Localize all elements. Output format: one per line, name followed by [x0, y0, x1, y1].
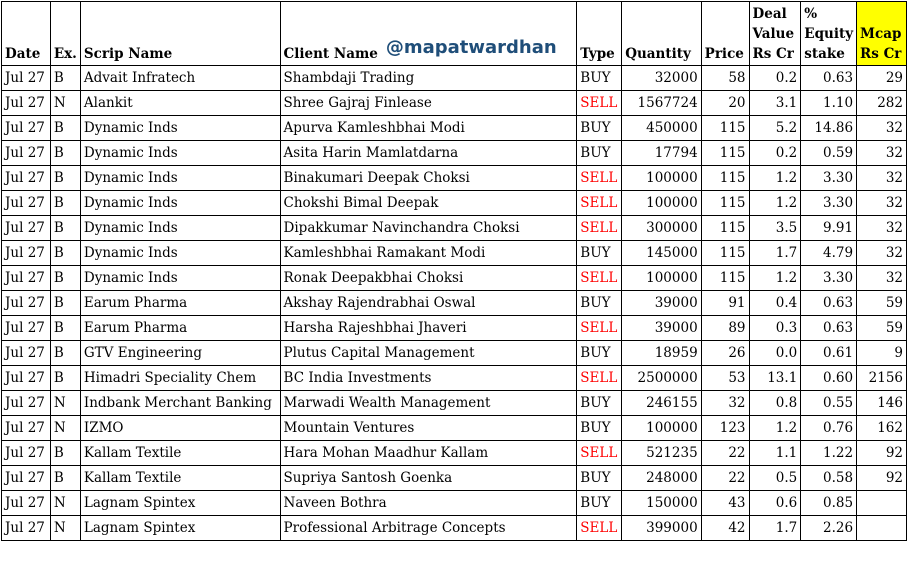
cell-mcap: 92: [857, 441, 907, 466]
cell-scrip-name: GTV Engineering: [80, 341, 280, 366]
cell-deal-value: 1.1: [749, 441, 801, 466]
cell-price: 115: [701, 166, 749, 191]
cell-client-name: Asita Harin Mamlatdarna: [280, 141, 577, 166]
cell-exchange: B: [50, 166, 80, 191]
cell-equity-stake: 3.30: [801, 166, 857, 191]
cell-date: Jul 27: [2, 291, 51, 316]
cell-exchange: B: [50, 66, 80, 91]
col-header-equity-stake: % Equity stake: [801, 2, 857, 66]
cell-type: SELL: [577, 516, 622, 541]
cell-price: 89: [701, 316, 749, 341]
bulk-deals-table: [1, 1, 907, 541]
cell-exchange: B: [50, 341, 80, 366]
cell-equity-stake: 0.63: [801, 66, 857, 91]
cell-quantity: 521235: [622, 441, 701, 466]
cell-price: 91: [701, 291, 749, 316]
cell-type: BUY: [577, 291, 622, 316]
cell-mcap: 29: [857, 66, 907, 91]
cell-type: BUY: [577, 141, 622, 166]
cell-quantity: 246155: [622, 391, 701, 416]
table-row: [2, 316, 907, 341]
cell-quantity: 1567724: [622, 91, 701, 116]
cell-price: 53: [701, 366, 749, 391]
cell-scrip-name: Advait Infratech: [80, 66, 280, 91]
cell-client-name: Ronak Deepakbhai Choksi: [280, 266, 577, 291]
cell-mcap: [857, 516, 907, 541]
cell-exchange: B: [50, 316, 80, 341]
cell-exchange: N: [50, 391, 80, 416]
cell-deal-value: 0.4: [749, 291, 801, 316]
cell-quantity: 150000: [622, 491, 701, 516]
cell-equity-stake: 1.22: [801, 441, 857, 466]
cell-client-name: Kamleshbhai Ramakant Modi: [280, 241, 577, 266]
cell-mcap: 32: [857, 191, 907, 216]
cell-price: 58: [701, 66, 749, 91]
cell-scrip-name: Earum Pharma: [80, 291, 280, 316]
cell-client-name: Binakumari Deepak Choksi: [280, 166, 577, 191]
cell-mcap: 282: [857, 91, 907, 116]
cell-quantity: 39000: [622, 291, 701, 316]
cell-quantity: 32000: [622, 66, 701, 91]
cell-deal-value: 0.8: [749, 391, 801, 416]
cell-quantity: 145000: [622, 241, 701, 266]
table-row: [2, 391, 907, 416]
cell-exchange: N: [50, 416, 80, 441]
cell-quantity: 2500000: [622, 366, 701, 391]
cell-equity-stake: 0.85: [801, 491, 857, 516]
cell-date: Jul 27: [2, 266, 51, 291]
cell-quantity: 300000: [622, 216, 701, 241]
cell-scrip-name: Indbank Merchant Banking: [80, 391, 280, 416]
client-header-label: Client Name: [283, 46, 378, 62]
cell-quantity: 39000: [622, 316, 701, 341]
cell-mcap: 32: [857, 266, 907, 291]
cell-price: 115: [701, 141, 749, 166]
table-row: [2, 491, 907, 516]
cell-date: Jul 27: [2, 66, 51, 91]
cell-type: SELL: [577, 166, 622, 191]
cell-quantity: 100000: [622, 166, 701, 191]
cell-quantity: 100000: [622, 416, 701, 441]
cell-date: Jul 27: [2, 466, 51, 491]
cell-deal-value: 5.2: [749, 116, 801, 141]
cell-price: 20: [701, 91, 749, 116]
cell-exchange: B: [50, 441, 80, 466]
cell-price: 22: [701, 466, 749, 491]
col-header-date: Date: [2, 2, 51, 66]
cell-deal-value: 1.2: [749, 191, 801, 216]
cell-exchange: N: [50, 516, 80, 541]
cell-equity-stake: 0.76: [801, 416, 857, 441]
cell-scrip-name: Kallam Textile: [80, 441, 280, 466]
table-row: [2, 416, 907, 441]
cell-type: BUY: [577, 66, 622, 91]
cell-scrip-name: Dynamic Inds: [80, 241, 280, 266]
cell-exchange: B: [50, 291, 80, 316]
cell-deal-value: 1.2: [749, 266, 801, 291]
cell-type: SELL: [577, 266, 622, 291]
cell-equity-stake: 3.30: [801, 266, 857, 291]
cell-scrip-name: Dynamic Inds: [80, 141, 280, 166]
cell-type: SELL: [577, 441, 622, 466]
twitter-handle: @mapatwardhan: [385, 37, 557, 58]
cell-type: SELL: [577, 366, 622, 391]
table-row: [2, 191, 907, 216]
col-header-scrip: Scrip Name: [80, 2, 280, 66]
cell-deal-value: 1.2: [749, 416, 801, 441]
cell-equity-stake: 0.58: [801, 466, 857, 491]
cell-client-name: Dipakkumar Navinchandra Choksi: [280, 216, 577, 241]
cell-exchange: B: [50, 141, 80, 166]
cell-mcap: 59: [857, 316, 907, 341]
cell-client-name: Shree Gajraj Finlease: [280, 91, 577, 116]
cell-quantity: 450000: [622, 116, 701, 141]
cell-date: Jul 27: [2, 191, 51, 216]
cell-equity-stake: 0.63: [801, 316, 857, 341]
cell-deal-value: 3.5: [749, 216, 801, 241]
cell-date: Jul 27: [2, 316, 51, 341]
cell-deal-value: 13.1: [749, 366, 801, 391]
cell-client-name: Professional Arbitrage Concepts: [280, 516, 577, 541]
col-header-client: [280, 2, 577, 66]
cell-mcap: [857, 491, 907, 516]
cell-date: Jul 27: [2, 341, 51, 366]
cell-scrip-name: Himadri Speciality Chem: [80, 366, 280, 391]
cell-date: Jul 27: [2, 116, 51, 141]
table-row: [2, 91, 907, 116]
cell-exchange: N: [50, 491, 80, 516]
table-row: [2, 366, 907, 391]
cell-type: BUY: [577, 491, 622, 516]
cell-type: BUY: [577, 466, 622, 491]
cell-mcap: 59: [857, 291, 907, 316]
cell-exchange: N: [50, 91, 80, 116]
cell-equity-stake: 0.63: [801, 291, 857, 316]
cell-exchange: B: [50, 266, 80, 291]
cell-client-name: Akshay Rajendrabhai Oswal: [280, 291, 577, 316]
cell-deal-value: 1.7: [749, 516, 801, 541]
cell-quantity: 17794: [622, 141, 701, 166]
col-header-price: Price: [701, 2, 749, 66]
cell-deal-value: 0.3: [749, 316, 801, 341]
cell-date: Jul 27: [2, 441, 51, 466]
cell-mcap: 32: [857, 216, 907, 241]
cell-quantity: 100000: [622, 191, 701, 216]
cell-client-name: Marwadi Wealth Management: [280, 391, 577, 416]
cell-deal-value: 1.2: [749, 166, 801, 191]
table-row: [2, 516, 907, 541]
cell-price: 115: [701, 116, 749, 141]
cell-quantity: 100000: [622, 266, 701, 291]
cell-exchange: B: [50, 116, 80, 141]
cell-client-name: Supriya Santosh Goenka: [280, 466, 577, 491]
cell-price: 26: [701, 341, 749, 366]
cell-client-name: Harsha Rajeshbhai Jhaveri: [280, 316, 577, 341]
cell-price: 115: [701, 216, 749, 241]
cell-type: BUY: [577, 241, 622, 266]
cell-deal-value: 0.5: [749, 466, 801, 491]
cell-scrip-name: Lagnam Spintex: [80, 491, 280, 516]
cell-date: Jul 27: [2, 91, 51, 116]
cell-mcap: 146: [857, 391, 907, 416]
cell-exchange: B: [50, 241, 80, 266]
cell-price: 32: [701, 391, 749, 416]
table-row: [2, 241, 907, 266]
table-row: [2, 466, 907, 491]
cell-deal-value: 0.6: [749, 491, 801, 516]
cell-type: BUY: [577, 416, 622, 441]
cell-quantity: 399000: [622, 516, 701, 541]
cell-equity-stake: 4.79: [801, 241, 857, 266]
table-row: [2, 216, 907, 241]
table-row: [2, 141, 907, 166]
cell-date: Jul 27: [2, 516, 51, 541]
cell-price: 115: [701, 266, 749, 291]
cell-scrip-name: Dynamic Inds: [80, 266, 280, 291]
cell-exchange: B: [50, 466, 80, 491]
cell-equity-stake: 0.61: [801, 341, 857, 366]
cell-client-name: Naveen Bothra: [280, 491, 577, 516]
cell-price: 43: [701, 491, 749, 516]
cell-price: 22: [701, 441, 749, 466]
table-row: [2, 291, 907, 316]
cell-equity-stake: 1.10: [801, 91, 857, 116]
cell-price: 123: [701, 416, 749, 441]
col-header-deal-value: Deal Value Rs Cr: [749, 2, 801, 66]
cell-deal-value: 0.2: [749, 66, 801, 91]
cell-type: SELL: [577, 191, 622, 216]
cell-date: Jul 27: [2, 391, 51, 416]
cell-equity-stake: 0.59: [801, 141, 857, 166]
cell-client-name: Mountain Ventures: [280, 416, 577, 441]
cell-client-name: Shambdaji Trading: [280, 66, 577, 91]
cell-type: BUY: [577, 341, 622, 366]
cell-deal-value: 0.0: [749, 341, 801, 366]
table-row: [2, 116, 907, 141]
header-row: [2, 2, 907, 66]
table-row: [2, 441, 907, 466]
cell-mcap: 32: [857, 141, 907, 166]
cell-client-name: Apurva Kamleshbhai Modi: [280, 116, 577, 141]
cell-mcap: 32: [857, 166, 907, 191]
cell-exchange: B: [50, 191, 80, 216]
cell-scrip-name: Dynamic Inds: [80, 216, 280, 241]
cell-mcap: 32: [857, 241, 907, 266]
cell-scrip-name: Earum Pharma: [80, 316, 280, 341]
cell-equity-stake: 14.86: [801, 116, 857, 141]
cell-client-name: Plutus Capital Management: [280, 341, 577, 366]
cell-date: Jul 27: [2, 166, 51, 191]
cell-scrip-name: Lagnam Spintex: [80, 516, 280, 541]
cell-scrip-name: Dynamic Inds: [80, 166, 280, 191]
cell-date: Jul 27: [2, 366, 51, 391]
cell-quantity: 18959: [622, 341, 701, 366]
cell-scrip-name: Kallam Textile: [80, 466, 280, 491]
cell-type: SELL: [577, 216, 622, 241]
cell-client-name: Chokshi Bimal Deepak: [280, 191, 577, 216]
table-row: [2, 66, 907, 91]
cell-mcap: 32: [857, 116, 907, 141]
col-header-type: Type: [577, 2, 622, 66]
cell-type: BUY: [577, 391, 622, 416]
cell-deal-value: 1.7: [749, 241, 801, 266]
col-header-quantity: Quantity: [622, 2, 701, 66]
cell-date: Jul 27: [2, 491, 51, 516]
cell-scrip-name: Alankit: [80, 91, 280, 116]
cell-deal-value: 0.2: [749, 141, 801, 166]
cell-date: Jul 27: [2, 241, 51, 266]
cell-mcap: 9: [857, 341, 907, 366]
cell-scrip-name: Dynamic Inds: [80, 116, 280, 141]
cell-mcap: 2156: [857, 366, 907, 391]
cell-date: Jul 27: [2, 416, 51, 441]
cell-equity-stake: 0.55: [801, 391, 857, 416]
cell-type: SELL: [577, 316, 622, 341]
table-row: [2, 266, 907, 291]
col-header-exchange: Ex.: [50, 2, 80, 66]
cell-equity-stake: 0.60: [801, 366, 857, 391]
table-row: [2, 166, 907, 191]
cell-type: SELL: [577, 91, 622, 116]
cell-mcap: 162: [857, 416, 907, 441]
cell-equity-stake: 2.26: [801, 516, 857, 541]
cell-price: 115: [701, 191, 749, 216]
cell-mcap: 92: [857, 466, 907, 491]
cell-exchange: B: [50, 366, 80, 391]
cell-price: 42: [701, 516, 749, 541]
col-header-mcap: Mcap Rs Cr: [857, 2, 907, 66]
cell-date: Jul 27: [2, 216, 51, 241]
cell-date: Jul 27: [2, 141, 51, 166]
cell-deal-value: 3.1: [749, 91, 801, 116]
cell-client-name: Hara Mohan Maadhur Kallam: [280, 441, 577, 466]
cell-equity-stake: 9.91: [801, 216, 857, 241]
cell-scrip-name: Dynamic Inds: [80, 191, 280, 216]
cell-client-name: BC India Investments: [280, 366, 577, 391]
cell-scrip-name: IZMO: [80, 416, 280, 441]
cell-price: 115: [701, 241, 749, 266]
cell-type: BUY: [577, 116, 622, 141]
table-row: [2, 341, 907, 366]
cell-equity-stake: 3.30: [801, 191, 857, 216]
cell-quantity: 248000: [622, 466, 701, 491]
cell-exchange: B: [50, 216, 80, 241]
